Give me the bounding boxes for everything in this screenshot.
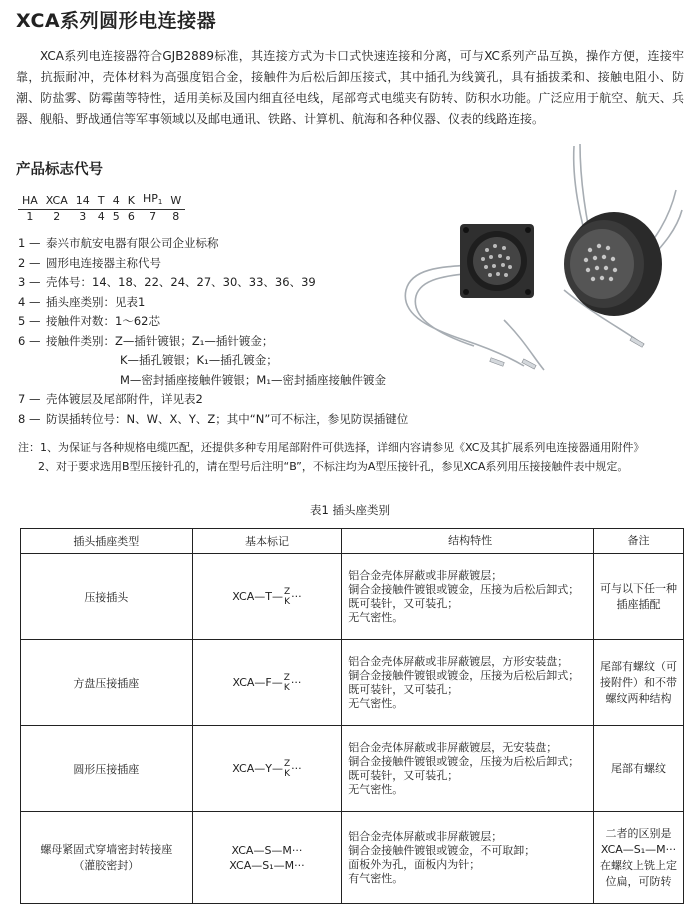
code-part: T bbox=[94, 192, 109, 210]
note-cell: 二者的区别是XCA—S₁—M···在螺纹上铣上定位扁，可防转 bbox=[593, 812, 683, 904]
definition-row: 2 — 圆形电连接器主称代号 bbox=[18, 255, 161, 270]
type-cell: 压接插头 bbox=[21, 554, 193, 640]
mark-cell: XCA—Y— Z K ··· bbox=[192, 726, 342, 812]
round-plug bbox=[564, 212, 662, 316]
definition-row: M—密封插座接触件镀银；M₁—密封插座接触件镀金 bbox=[120, 372, 386, 387]
code-index: 7 bbox=[149, 210, 157, 223]
note-cell: 尾部有螺纹 bbox=[593, 726, 683, 812]
table-row bbox=[21, 812, 684, 904]
column-header: 插头插座类型 bbox=[21, 529, 193, 554]
note-cell: 尾部有螺纹（可接附件）和不带螺纹两种结构 bbox=[593, 640, 683, 726]
code-definitions bbox=[18, 234, 408, 429]
type-cell: 方盘压接插座 bbox=[21, 640, 193, 726]
code-index: 8 bbox=[172, 210, 180, 223]
column-header: 备注 bbox=[593, 529, 683, 554]
intro-paragraph: XCA系列电连接器符合GJB2889标准，其连接方式为卡口式快速连接和分离，可与XC系列产品互换，操作方便，连接牢靠，抗振耐冲，壳体材料为高强度铝合金，接触件为后松后卸压接式，其中插孔为线簧孔，具有插拔柔和、接触电阻小、防潮、防盐雾、防霉菌等特性，适用美标及国内细直径电线，尾部弯式电缆夹有防转、防积水功能。广泛应用于航空、航天、兵器、舰船、野战通信等军事领域以及邮电通讯、铁路、计算机、航海和各种仪器、仪表的线路连接。 bbox=[16, 49, 684, 126]
definition-row: 6 — 接触件类别：Z—插针镀银；Z₁—插针镀金； bbox=[18, 333, 274, 348]
column-header: 结构特性 bbox=[342, 529, 594, 554]
feature-cell: 铝合金壳体屏蔽或非屏蔽镀层； 铜合金接触件镀银或镀金，不可取卸； 面板外为孔，面板内为针； 有气密性。 bbox=[342, 812, 594, 904]
table-row bbox=[21, 554, 684, 640]
mark-cell: XCA—S—M··· XCA—S₁—M··· bbox=[192, 812, 342, 904]
code-breakdown bbox=[18, 192, 185, 224]
definition-row: 4 — 插头座类别：见表1 bbox=[18, 294, 146, 309]
definition-row: K—插孔镀银；K₁—插孔镀金； bbox=[120, 353, 278, 367]
column-header: 基本标记 bbox=[192, 529, 342, 554]
code-part: W bbox=[166, 192, 185, 210]
page-title: XCA系列圆形电连接器 bbox=[16, 10, 217, 32]
code-index: 1 bbox=[26, 210, 34, 223]
table-row bbox=[21, 640, 684, 726]
code-part: 14 bbox=[72, 192, 94, 210]
section-title: 产品标志代号 bbox=[16, 162, 103, 178]
code-part: 4 bbox=[109, 192, 124, 210]
table-header-row bbox=[21, 529, 684, 554]
note-cell: 可与以下任一种插座插配 bbox=[593, 554, 683, 640]
code-part: K bbox=[124, 192, 139, 210]
type-cell: 螺母紧固式穿墙密封转接座（灌胶密封） bbox=[21, 812, 193, 904]
code-index: 6 bbox=[127, 210, 135, 223]
code-index: 5 bbox=[112, 210, 120, 223]
code-part: HA bbox=[18, 192, 42, 210]
mark-cell: XCA—F— Z K ··· bbox=[192, 640, 342, 726]
definition-row: 7 — 壳体镀层及尾部附件，详见表2 bbox=[18, 392, 203, 406]
feature-cell: 铝合金壳体屏蔽或非屏蔽镀层，方形安装盘； 铜合金接触件镀银或镀金，压接为后松后卸式； 既可装针，又可装孔； 无气密性。 bbox=[342, 640, 594, 726]
definition-row: 8 — 防误插转位号：N、W、X、Y、Z；其中“N”可不标注，参见防误插键位 bbox=[18, 411, 409, 426]
definition-row: 5 — 接触件对数：1～62芯 bbox=[18, 314, 160, 328]
square-flange-receptacle bbox=[460, 224, 534, 298]
code-part: XCA bbox=[42, 192, 72, 210]
notes bbox=[18, 438, 644, 476]
code-part: $HP_1$ bbox=[139, 192, 166, 210]
feature-cell: 铝合金壳体屏蔽或非屏蔽镀层，无安装盘； 铜合金接触件镀银或镀金，压接为后松后卸式； 既可装针，又可装孔； 无气密性。 bbox=[342, 726, 594, 812]
feature-cell: 铝合金壳体屏蔽或非屏蔽镀层； 铜合金接触件镀银或镀金，压接为后松后卸式； 既可装针，又可装孔； 无气密性。 bbox=[342, 554, 594, 640]
code-index: 2 bbox=[53, 210, 61, 223]
table-caption: 表1 插头座类别 bbox=[310, 503, 390, 517]
mark-cell: XCA—T— Z K ··· bbox=[192, 554, 342, 640]
connector-type-table bbox=[20, 528, 684, 904]
connector-product-photo bbox=[394, 140, 690, 388]
definition-row: 3 — 壳体号：14、18、22、24、27、30、33、36、39 bbox=[18, 275, 316, 289]
code-index: 4 bbox=[97, 210, 105, 223]
note-2: 2、对于要求选用B型压接针孔的，请在型号后注明“B”，不标注均为A型压接针孔，参见XCA系列用压接接触件表中规定。 bbox=[38, 460, 629, 473]
type-cell: 圆形压接插座 bbox=[21, 726, 193, 812]
code-index: 3 bbox=[79, 210, 87, 223]
note-1: 注：1、为保证与各种规格电缆匹配，还提供多种专用尾部附件可供选择，详细内容请参见《XC及其扩展系列电连接器通用附件》 bbox=[18, 441, 645, 454]
definition-row: 1 — 泰兴市航安电器有限公司企业标称 bbox=[18, 236, 219, 250]
table-row bbox=[21, 726, 684, 812]
